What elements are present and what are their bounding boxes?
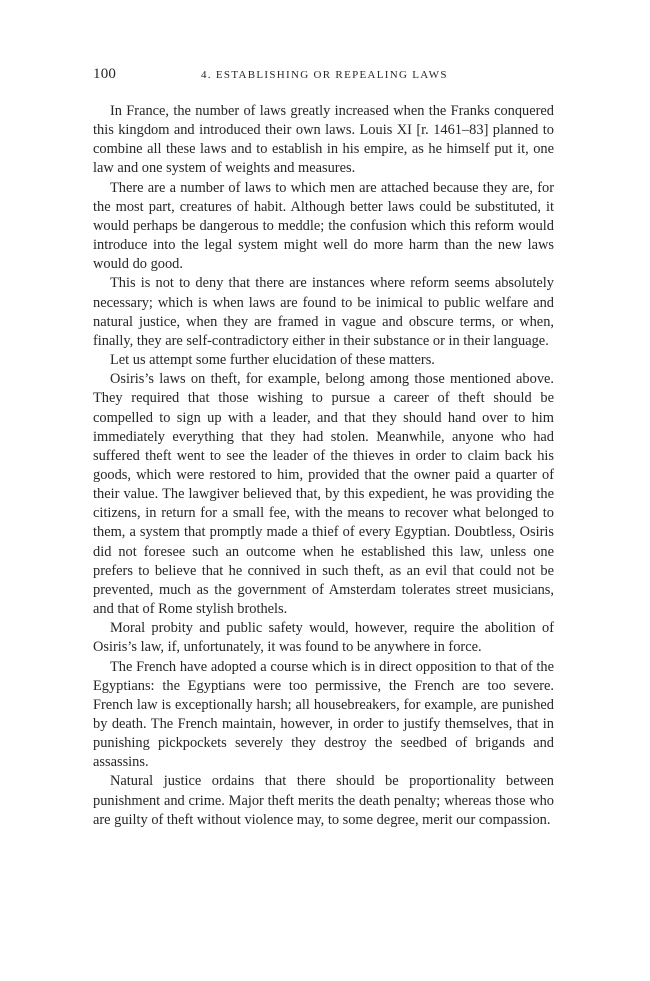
body-text — [93, 102, 554, 830]
paragraph: Moral probity and public safety would, however, require the abolition of Osiris’s law, if, unfortunately, it was found to be anywhere in force. — [93, 620, 554, 656]
paragraph: The French have adopted a course which is in direct opposition to that of the Egyptians: the Egyptians were too permissive, the French are too severe. French law is exceptionally harsh; all housebreakers, for example, are punished by death. The French maintain, however, in order to justify themselves, that in punishing pickpockets severely they destroy the seedbed of brigands and assassins. — [93, 658, 554, 771]
paragraph: Osiris’s laws on theft, for example, belong among those mentioned above. They required that those wishing to pursue a career of theft should be compelled to sign up with a leader, and that they should hand over to him immediately everything that they had stolen. Meanwhile, anyone who had suffered theft went to see the leader of the thieves in order to claim back his goods, which were restored to him, provided that the owner paid a quarter of their value. The lawgiver believed that, by this expedient, he was providing the citizens, in return for a small fee, with the means to recover what belonged to them, a system that promptly made a thief of every Egyptian. Doubtless, Osiris did not foresee such an outcome when he established this law, unless one prefers to believe that he connived in such theft, as an evil that could not be prevented, much as the government of Amsterdam tolerates street musicians, and that of Rome stylish brothels. — [93, 371, 554, 618]
running-head — [93, 64, 553, 86]
running-title: 4. ESTABLISHING OR REPEALING LAWS — [201, 69, 448, 81]
paragraph: There are a number of laws to which men are attached because they are, for the most part, creatures of habit. Although better laws could be substituted, it would perhaps be dangerous to meddle; the confusion which this reform would introduce into the legal system might well do more harm than the new laws would do good. — [93, 179, 554, 273]
paragraph: This is not to deny that there are instances where reform seems absolutely necessary; which is when laws are found to be inimical to public welfare and natural justice, when they are framed in vague and obscure terms, or when, finally, they are self-contradictory either in their substance or in their language. — [93, 275, 554, 349]
paragraph: Let us attempt some further elucidation of these matters. — [110, 352, 435, 369]
paragraph: Natural justice ordains that there should be proportionality between punishment and crime. Major theft merits the death penalty; whereas those who are guilty of theft without violence may, to some degree, merit our compassion. — [93, 773, 554, 828]
paragraph: In France, the number of laws greatly increased when the Franks conquered this kingdom and introduced their own laws. Louis XI [r. 1461–83] planned to combine all these laws and to establish in his empire, as he himself put it, one law and one system of weights and measures. — [93, 103, 554, 177]
page-number: 100 — [93, 66, 117, 82]
